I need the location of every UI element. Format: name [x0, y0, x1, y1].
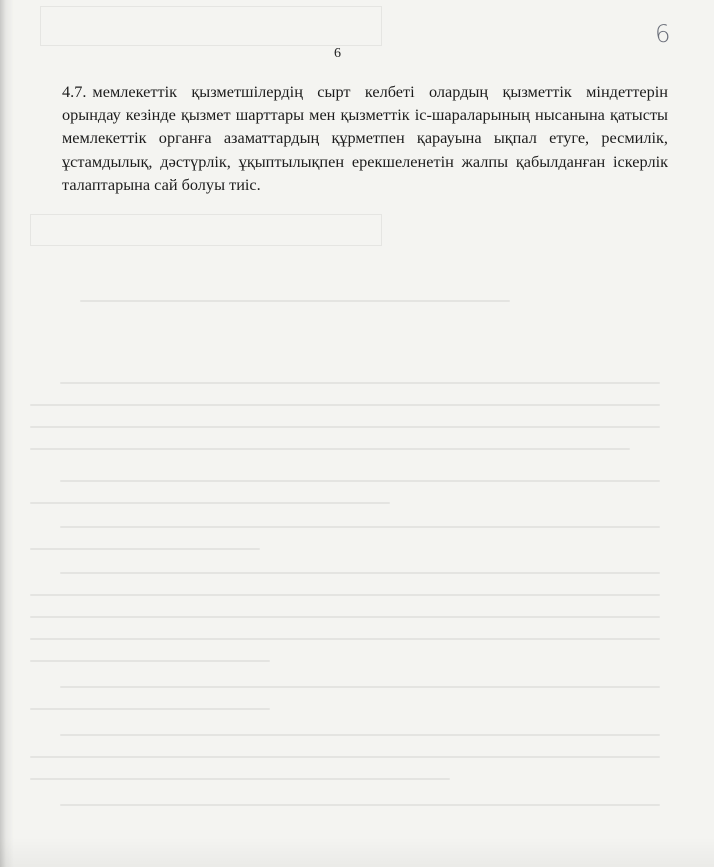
bleed-through-line	[30, 594, 660, 596]
page-number: 6	[334, 46, 341, 61]
bleed-through-line	[60, 734, 660, 736]
paragraph-4-7	[62, 80, 668, 196]
bleed-through-box	[30, 214, 382, 246]
bleed-through-line	[30, 756, 660, 758]
bleed-through-line	[30, 638, 660, 640]
bleed-through-line	[60, 686, 660, 688]
bleed-through-line	[30, 660, 270, 662]
paragraph-text: мемлекеттік қызметшілердің сырт келбеті олардың қызметтік міндеттерін орындау кезінде қызмет шарттары мен қызметтік іс-шараларының нысанына қатысты мемлекеттік органға азаматтардың құрметпен қарауына ықпал етуге, ресмилік, ұстамдылық, дәстүрлік, ұқыптылықпен ерекшеленетін жалпы қабылданған іскерлік талаптарына сай болуы тиіс.	[62, 82, 668, 194]
paragraph-number: 4.7.	[62, 82, 87, 101]
handwritten-page-mark: 6	[654, 19, 672, 49]
bleed-through-line	[60, 526, 660, 528]
bleed-through-line	[60, 382, 660, 384]
bleed-through-line	[30, 404, 660, 406]
bleed-through-line	[30, 426, 660, 428]
bleed-through-line	[60, 804, 660, 806]
bleed-through-line	[60, 480, 660, 482]
bleed-through-line	[30, 502, 390, 504]
bleed-through-line	[30, 708, 270, 710]
bleed-through-line	[30, 448, 630, 450]
bleed-through-line	[30, 778, 450, 780]
bleed-through-line	[30, 548, 260, 550]
bleed-through-line	[80, 300, 510, 302]
bleed-through-box	[40, 6, 382, 46]
bleed-through-line	[30, 616, 660, 618]
bleed-through-line	[60, 572, 660, 574]
